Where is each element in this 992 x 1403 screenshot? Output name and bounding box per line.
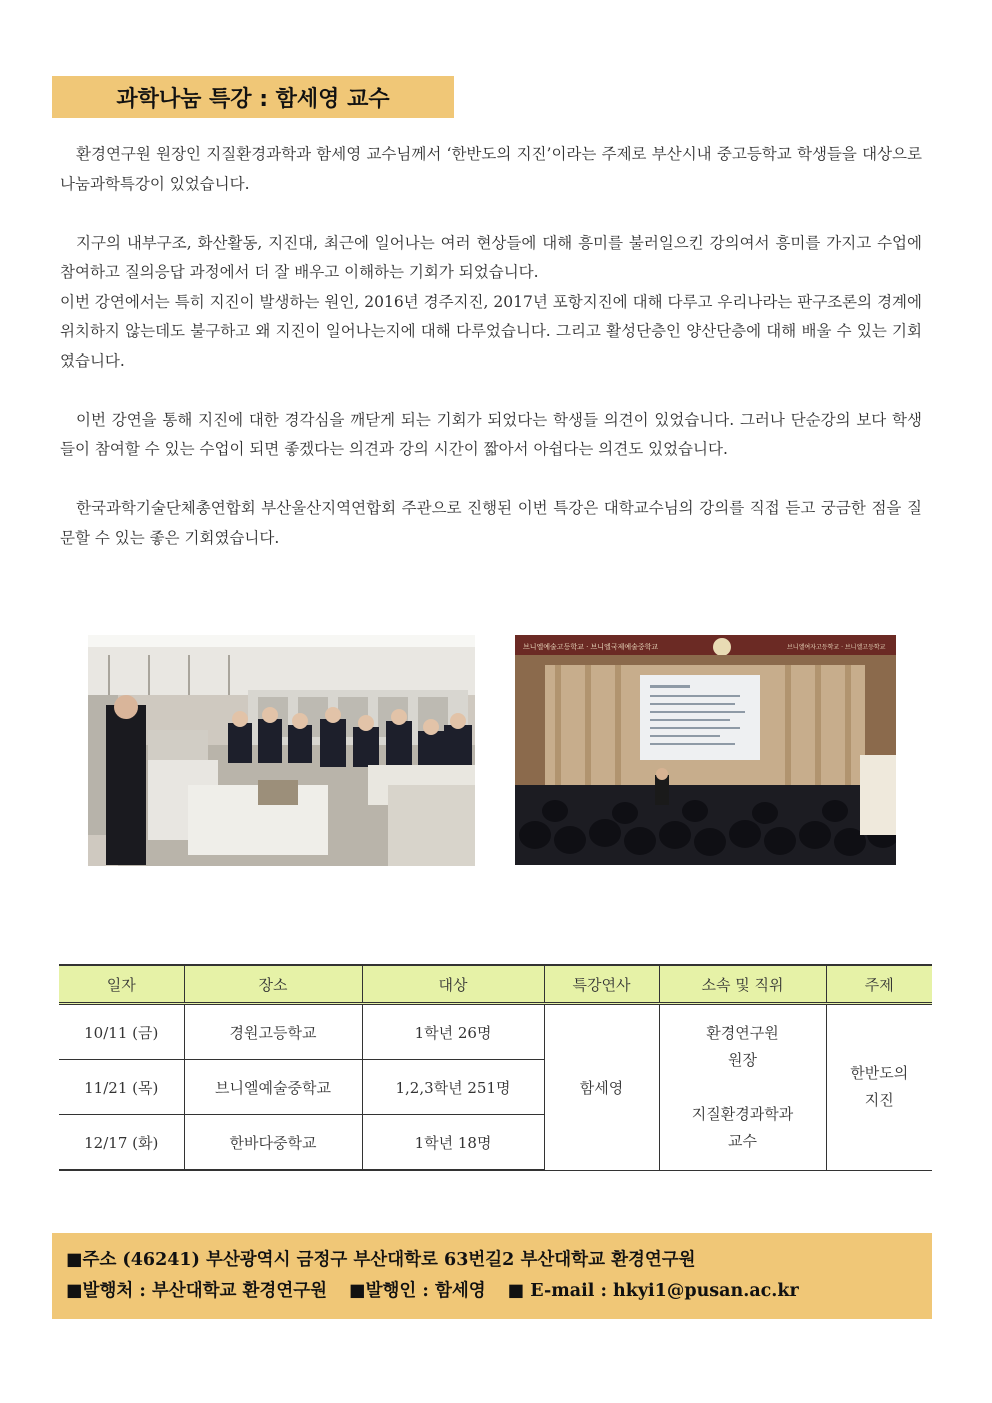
header-target: 대상 bbox=[362, 965, 544, 1004]
cell-place: 브니엘예술중학교 bbox=[184, 1060, 362, 1115]
affiliation-line-2: 원장 bbox=[728, 1050, 757, 1069]
paragraph-5: 한국과학기술단체총연합회 부산울산지역연합회 주관으로 진행된 이번 특강은 대학교수님의 강의를 직접 듣고 궁금한 점을 질문할 수 있는 좋은 기회였습니다. bbox=[60, 499, 922, 547]
cell-date: 11/21 (목) bbox=[59, 1060, 184, 1115]
paragraph-2: 지구의 내부구조, 화산활동, 지진대, 최근에 일어나는 여러 현상들에 대해 흥미를 불러일으킨 강의여서 흥미를 가지고 수업에 참여하고 질의응답 과정에서 더 잘 배우고 이해하는 기회가 되었습니다. bbox=[60, 233, 922, 281]
cell-date: 12/17 (화) bbox=[59, 1115, 184, 1171]
table-header-row bbox=[59, 965, 932, 1004]
footer-issuer: ■발행인 : 함세영 bbox=[349, 1281, 486, 1301]
page-title: 과학나눔 특강 : 함세영 교수 bbox=[52, 76, 454, 118]
footer-info bbox=[52, 1233, 932, 1319]
footer-email: ■ E-mail : hkyi1@pusan.ac.kr bbox=[507, 1281, 799, 1301]
topic-line-2: 지진 bbox=[864, 1091, 894, 1110]
affiliation-line-4: 교수 bbox=[728, 1131, 757, 1150]
footer-address: ■주소 (46241) 부산광역시 금정구 부산대학로 63번길2 부산대학교 환경연구원 bbox=[66, 1250, 696, 1270]
cell-target: 1학년 18명 bbox=[362, 1115, 544, 1171]
cell-speaker: 함세영 bbox=[544, 1004, 659, 1171]
footer-publisher: ■발행처 : 부산대학교 환경연구원 bbox=[66, 1281, 328, 1301]
cell-target: 1,2,3학년 251명 bbox=[362, 1060, 544, 1115]
paragraph-4: 이번 강연을 통해 지진에 대한 경각심을 깨닫게 되는 기회가 되었다는 학생들 의견이 있었습니다. 그러나 단순강의 보다 학생들이 참여할 수 있는 수업이 되면 좋겠다는 의견과 강의 시간이 짧아서 아쉽다는 의견도 있었습니다. bbox=[60, 410, 922, 458]
cell-place: 한바다중학교 bbox=[184, 1115, 362, 1171]
cell-affiliation bbox=[659, 1004, 826, 1171]
paragraph-1: 환경연구원 원장인 지질환경과학과 함세영 교수님께서 ‘한반도의 지진’이라는 주제로 부산시내 중고등학교 학생들을 대상으로 나눔과학특강이 있었습니다. bbox=[60, 145, 922, 193]
classroom-photo bbox=[88, 635, 475, 866]
header-topic: 주제 bbox=[826, 965, 932, 1004]
auditorium-photo bbox=[515, 635, 896, 865]
table-row bbox=[59, 1004, 932, 1060]
hall-banner-right: 브니엘여자고등학교 · 브니엘고등학교 bbox=[787, 644, 886, 651]
topic-line-1: 한반도의 bbox=[850, 1064, 909, 1083]
article-body bbox=[60, 140, 922, 583]
cell-topic bbox=[826, 1004, 932, 1171]
affiliation-line-1: 환경연구원 bbox=[706, 1023, 779, 1042]
lecture-schedule-table bbox=[59, 964, 932, 1171]
header-speaker: 특강연사 bbox=[544, 965, 659, 1004]
hall-banner-left: 브니엘예술고등학교 · 브니엘국제예술중학교 bbox=[523, 643, 659, 651]
cell-target: 1학년 26명 bbox=[362, 1004, 544, 1060]
header-place: 장소 bbox=[184, 965, 362, 1004]
header-affiliation: 소속 및 직위 bbox=[659, 965, 826, 1004]
cell-place: 경원고등학교 bbox=[184, 1004, 362, 1060]
cell-date: 10/11 (금) bbox=[59, 1004, 184, 1060]
affiliation-line-3: 지질환경과학과 bbox=[691, 1104, 794, 1123]
paragraph-3: 이번 강연에서는 특히 지진이 발생하는 원인, 2016년 경주지진, 2017년 포항지진에 대해 다루고 우리나라는 판구조론의 경계에 위치하지 않는데도 불구하고 왜 지진이 일어나는지에 대해 다루었습니다. 그리고 활성단층인 양산단층에 대해 배울 수 있는 기회였습니다. bbox=[60, 292, 922, 370]
header-date: 일자 bbox=[59, 965, 184, 1004]
footer-publisher-line bbox=[66, 1276, 918, 1307]
